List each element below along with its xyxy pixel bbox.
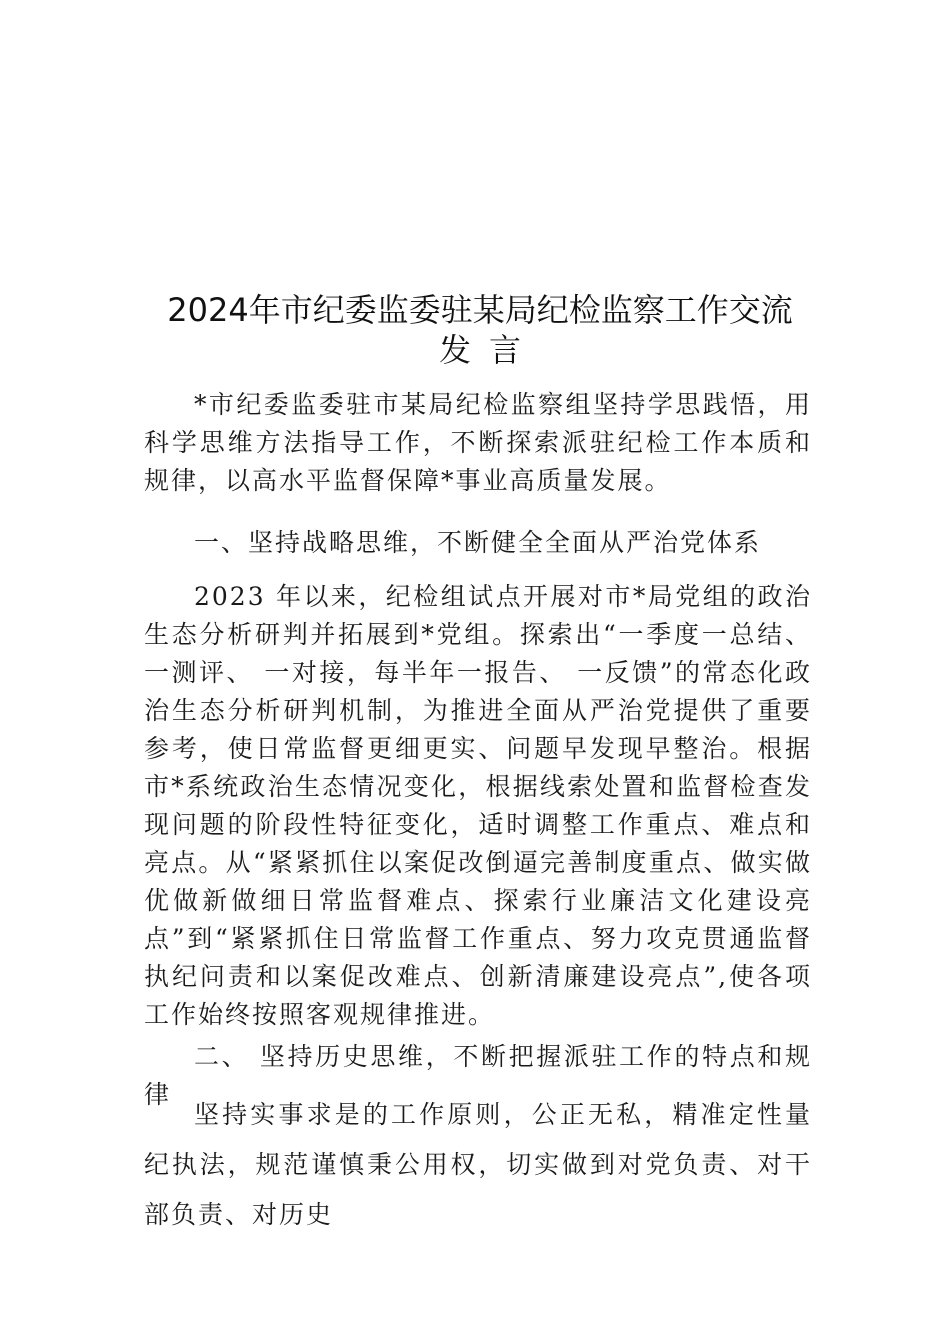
section-1-heading-block	[144, 524, 812, 562]
section-1-paragraph: 2023 年以来，纪检组试点开展对市*局党组的政治生态分析研判并拓展到*党组。探索出“一季度一总结、 一测评、 一对接，每半年一报告、 一反馈”的常态化政治生态分析研判机制，为推进全面从严治党提供了重要参考，使日常监督更细更实、问题早发现早整治。根据市*系统政治生态情况变化，根据线索处置和监督检查发现问题的阶段性特征变化，适时调整工作重点、难点和亮点。从“紧紧抓住以案促改倒逼完善制度重点、做实做优做新做细日常监督难点、探索行业廉洁文化建设亮点”到“紧紧抓住日常监督工作重点、努力攻克贯通监督执纪问责和以案促改难点、创新清廉建设亮点”,使各项工作始终按照客观规律推进。	[144, 582, 812, 1029]
document-title	[140, 290, 820, 370]
title-line-2: 发言	[438, 331, 539, 369]
section-1-body-block	[144, 578, 812, 1034]
intro-block	[144, 386, 812, 500]
section-2-heading: 二、 坚持历史思维，不断把握派驻工作的特点和规律	[144, 1042, 812, 1109]
title-line-1: 2024年市纪委监委驻某局纪检监察工作交流	[167, 291, 793, 329]
section-2-body-block	[144, 1090, 812, 1240]
intro-paragraph: *市纪委监委驻市某局纪检监察组坚持学思践悟，用科学思维方法指导工作，不断探索派驻纪检工作本质和规律，以高水平监督保障*事业高质量发展。	[144, 390, 812, 495]
section-1-heading: 一、坚持战略思维，不断健全全面从严治党体系	[194, 528, 762, 557]
section-2-paragraph: 坚持实事求是的工作原则，公正无私，精准定性量纪执法，规范谨慎秉公用权，切实做到对党负责、对干部负责、对历史	[144, 1100, 812, 1229]
